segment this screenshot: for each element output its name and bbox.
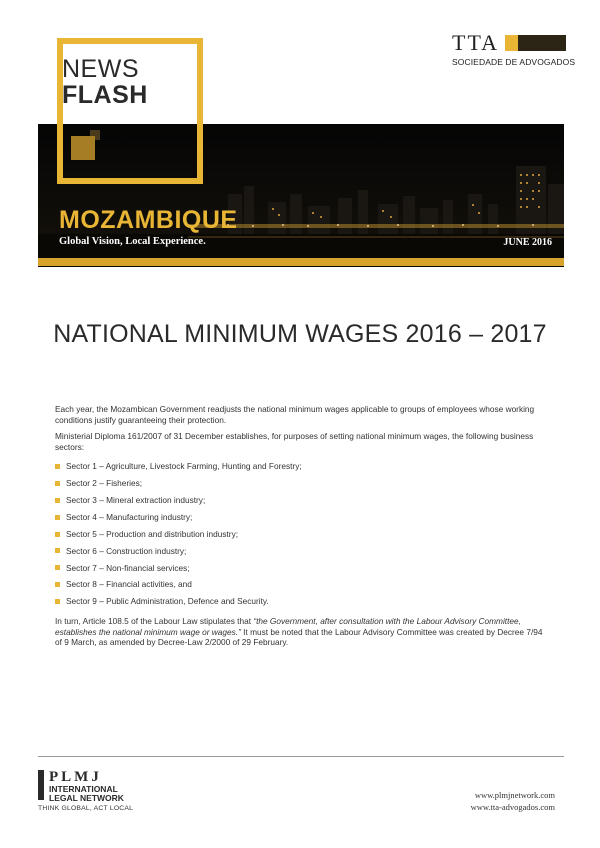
network-tagline: THINK GLOBAL, ACT LOCAL xyxy=(38,805,134,812)
list-item: Sector 6 – Construction industry; xyxy=(55,542,550,559)
footer-divider xyxy=(38,756,564,757)
article-paragraph: In turn, Article 108.5 of the Labour Law stipulates that “the Government, after consultation with the Labour Advisory Committee, establishes the national minimum wage or wages.” It must be noted that the Labour Advisory Committee was created by Decree 7/94 of 9 March, as amended by Decree-Law 2/2000 of 29 February. xyxy=(55,616,543,648)
bullet-icon xyxy=(55,464,60,469)
network-line1: INTERNATIONAL xyxy=(49,784,118,794)
bullet-icon xyxy=(55,565,60,570)
bullet-icon xyxy=(55,498,60,503)
issue-date: JUNE 2016 xyxy=(503,237,552,248)
flash-word: FLASH xyxy=(62,81,148,109)
list-item: Sector 7 – Non-financial services; xyxy=(55,559,550,576)
law-quote: “the Government, after consultation with the Labour Advisory Committee, establishes the national minimum wage or wages.” xyxy=(55,616,521,637)
page-title: NATIONAL MINIMUM WAGES 2016 – 2017 xyxy=(53,320,547,348)
bullet-icon xyxy=(55,515,60,520)
firm-logo xyxy=(452,32,575,67)
bullet-icon xyxy=(55,582,60,587)
bullet-icon xyxy=(55,532,60,537)
network-logo-bar xyxy=(38,770,44,800)
tta-website-link[interactable]: www.tta-advogados.com xyxy=(470,802,555,812)
decor-square-large xyxy=(71,136,95,160)
firm-subtitle: SOCIEDADE DE ADVOGADOS xyxy=(452,57,576,67)
plmj-website-link[interactable]: www.plmjnetwork.com xyxy=(474,790,555,800)
footer-links xyxy=(471,789,555,813)
news-word: NEWS xyxy=(62,55,139,83)
header-accent-strip xyxy=(38,258,564,266)
firm-name: TTA xyxy=(452,30,500,55)
list-item: Sector 5 – Production and distribution industry; xyxy=(55,526,550,543)
list-item: Sector 2 – Fisheries; xyxy=(55,475,550,492)
list-item: Sector 4 – Manufacturing industry; xyxy=(55,509,550,526)
network-name: PLMJ xyxy=(49,769,102,785)
firm-logo-bar xyxy=(505,35,566,51)
sector-list xyxy=(55,458,550,610)
network-logo xyxy=(38,770,133,812)
intro-paragraph: Each year, the Mozambican Government readjusts the national minimum wages applicable to groups of employees whose working conditions justify guaranteeing their protection. xyxy=(55,404,535,425)
country-heading: MOZAMBIQUE xyxy=(59,206,238,234)
list-item: Sector 3 – Mineral extraction industry; xyxy=(55,492,550,509)
list-item: Sector 1 – Agriculture, Livestock Farming, Hunting and Forestry; xyxy=(55,458,550,475)
list-item: Sector 9 – Public Administration, Defence and Security. xyxy=(55,593,550,610)
list-item: Sector 8 – Financial activities, and xyxy=(55,576,550,593)
bullet-icon xyxy=(55,481,60,486)
bullet-icon xyxy=(55,599,60,604)
network-line2: LEGAL NETWORK xyxy=(49,793,124,803)
bullet-icon xyxy=(55,548,60,553)
article-body xyxy=(55,404,550,654)
tagline: Global Vision, Local Experience. xyxy=(59,236,206,247)
newsflash-label xyxy=(62,56,148,108)
diploma-paragraph: Ministerial Diploma 161/2007 of 31 December establishes, for purposes of setting national minimum wages, the following business sectors: xyxy=(55,431,534,452)
